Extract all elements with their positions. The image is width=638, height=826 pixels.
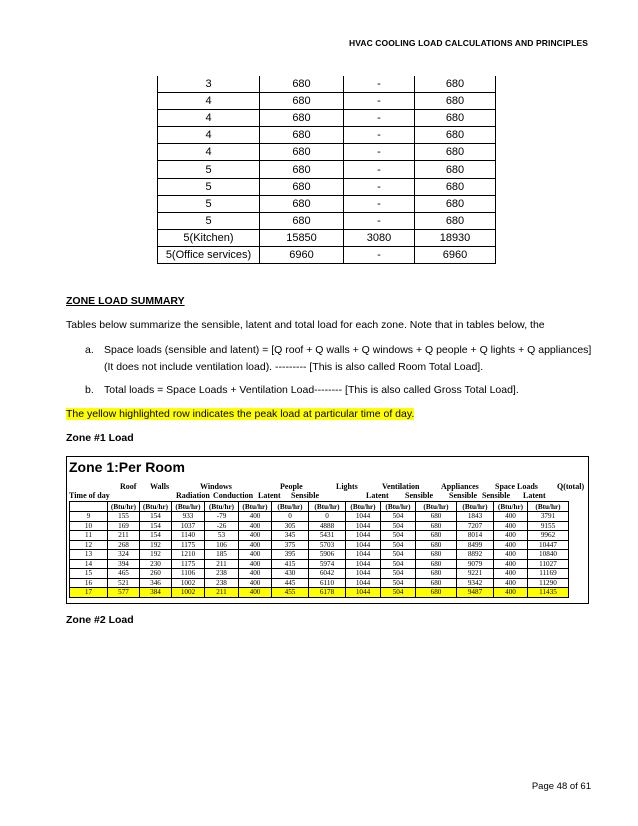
table-cell: 3791 (528, 512, 569, 522)
table-cell: 1044 (346, 531, 381, 541)
table-cell: 154 (140, 521, 172, 531)
table-cell: 211 (108, 531, 140, 541)
table-cell: 5 (158, 212, 260, 229)
table-cell: 933 (172, 512, 205, 522)
table-cell: 400 (494, 569, 528, 579)
table-cell: - (344, 144, 415, 161)
hdr-conduction: Conduction (213, 491, 254, 500)
table-cell: 680 (415, 127, 496, 144)
table-cell: 680 (260, 178, 344, 195)
table-cell: 16 (70, 578, 108, 588)
table-cell: 680 (260, 93, 344, 110)
table-cell: 6960 (260, 246, 344, 263)
table-cell: 680 (416, 559, 457, 569)
table-cell: 345 (272, 531, 309, 541)
table-cell: 577 (108, 588, 140, 598)
table-cell: 1044 (346, 550, 381, 560)
table-cell: 521 (108, 578, 140, 588)
table-cell: 680 (260, 110, 344, 127)
hdr-windows: Windows (200, 482, 232, 491)
section-title: ZONE LOAD SUMMARY (66, 295, 185, 307)
table-cell: 4 (158, 144, 260, 161)
table-cell: 504 (381, 512, 416, 522)
table-cell: 504 (381, 559, 416, 569)
hdr-people: People (280, 482, 303, 491)
hdr-radiation: Radiation (176, 491, 210, 500)
table-cell: 238 (205, 569, 239, 579)
table-cell: -79 (205, 512, 239, 522)
table-cell: 415 (272, 559, 309, 569)
table-cell: 400 (239, 512, 272, 522)
table-row (158, 161, 496, 178)
table-cell: 4888 (309, 521, 346, 531)
table-cell: 680 (415, 93, 496, 110)
table-cell: 11290 (528, 578, 569, 588)
table-cell: 1843 (457, 512, 494, 522)
table-cell: 395 (272, 550, 309, 560)
table-cell: 680 (416, 540, 457, 550)
table-cell: - (344, 161, 415, 178)
table-cell: 192 (140, 540, 172, 550)
unit-cell: (Btu/hr) (108, 502, 140, 512)
table-cell: 1175 (172, 559, 205, 569)
table-cell: 154 (140, 531, 172, 541)
table-cell: 5(Kitchen) (158, 229, 260, 246)
table-cell: 7207 (457, 521, 494, 531)
table-cell: 192 (140, 550, 172, 560)
table-cell: 400 (494, 521, 528, 531)
table-cell: 305 (272, 521, 309, 531)
hdr-ventilation: Ventilation (382, 482, 420, 491)
table-cell: 5974 (309, 559, 346, 569)
unit-cell: (Btu/hr) (172, 502, 205, 512)
table-cell: 15850 (260, 229, 344, 246)
table-cell: 9487 (457, 588, 494, 598)
table-cell: - (344, 127, 415, 144)
hdr-appliances: Appliances (441, 482, 479, 491)
table-cell: 11169 (528, 569, 569, 579)
table-cell: 430 (272, 569, 309, 579)
table-cell: 1106 (172, 569, 205, 579)
table-cell: 11027 (528, 559, 569, 569)
table-row (158, 195, 496, 212)
table-cell: 680 (260, 195, 344, 212)
table-cell: 680 (260, 161, 344, 178)
list-item-a-line1: Space loads (sensible and latent) = [Q roof + Q walls + Q windows + Q people + Q lights + Q appliances] (104, 344, 592, 356)
table-cell: 384 (140, 588, 172, 598)
table-cell: 680 (415, 144, 496, 161)
table-row (70, 559, 569, 569)
table-cell: 504 (381, 578, 416, 588)
unit-cell: (Btu/hr) (346, 502, 381, 512)
table-cell: 18930 (415, 229, 496, 246)
table-cell: 400 (239, 550, 272, 560)
table-cell: 1044 (346, 512, 381, 522)
table-cell: 169 (108, 521, 140, 531)
table-cell: 680 (415, 178, 496, 195)
table-row (70, 531, 569, 541)
table-cell: 5 (158, 161, 260, 178)
hdr-walls: Walls (150, 482, 170, 491)
intro-paragraph: Tables below summarize the sensible, latent and total load for each zone. Note that in tables below, the (66, 319, 545, 331)
hdr-space-latent: Latent (523, 491, 546, 500)
table-cell: 455 (272, 588, 309, 598)
table-cell: 4 (158, 110, 260, 127)
table-cell: 0 (272, 512, 309, 522)
hdr-time-of-day: Time of day (69, 491, 110, 500)
table-cell: 680 (416, 531, 457, 541)
table-cell: - (344, 195, 415, 212)
unit-cell: (Btu/hr) (140, 502, 172, 512)
table-cell: 680 (415, 76, 496, 93)
table-cell: 504 (381, 531, 416, 541)
table-cell: 11435 (528, 588, 569, 598)
table-cell: 3080 (344, 229, 415, 246)
zone1-table-title: Zone 1:Per Room (69, 459, 185, 475)
table-row (70, 550, 569, 560)
table-cell: 106 (205, 540, 239, 550)
hdr-roof: Roof (120, 482, 137, 491)
table-cell: 9342 (457, 578, 494, 588)
table-cell: 1044 (346, 521, 381, 531)
table-cell: 504 (381, 588, 416, 598)
hdr-space-sensible: Sensible (482, 491, 511, 500)
unit-cell: (Btu/hr) (205, 502, 239, 512)
unit-cell: (Btu/hr) (494, 502, 528, 512)
table-cell: 680 (415, 212, 496, 229)
table-cell: 375 (272, 540, 309, 550)
hdr-vent-latent: Latent (366, 491, 389, 500)
table-cell: 400 (494, 559, 528, 569)
table-cell: 6110 (309, 578, 346, 588)
hdr-people-sensible: Sensible (291, 491, 320, 500)
room-load-table (157, 76, 496, 264)
table-cell: 10 (70, 521, 108, 531)
table-cell: 346 (140, 578, 172, 588)
table-row (158, 127, 496, 144)
table-cell: - (344, 246, 415, 263)
table-cell: 680 (260, 76, 344, 93)
table-cell: - (344, 178, 415, 195)
table-cell: 0 (309, 512, 346, 522)
table-row (158, 246, 496, 263)
table-cell: 10447 (528, 540, 569, 550)
table-cell: - (344, 93, 415, 110)
table-cell: 1210 (172, 550, 205, 560)
highlight-note: The yellow highlighted row indicates the peak load at particular time of day. (66, 408, 415, 420)
table-cell: 680 (260, 212, 344, 229)
table-cell: 504 (381, 569, 416, 579)
hdr-space-loads: Space Loads (495, 482, 538, 491)
table-cell: 230 (140, 559, 172, 569)
table-row (158, 76, 496, 93)
table-cell: 9079 (457, 559, 494, 569)
table-row (158, 110, 496, 127)
hdr-people-latent: Latent (258, 491, 281, 500)
table-cell: 400 (239, 588, 272, 598)
unit-cell: (Btu/hr) (272, 502, 309, 512)
table-cell: 1044 (346, 540, 381, 550)
table-cell: 680 (260, 127, 344, 144)
table-cell: 324 (108, 550, 140, 560)
table-cell: 154 (140, 512, 172, 522)
list-item-b-line1: Total loads = Space Loads + Ventilation Load-------- [This is also called Gross Total Load]. (104, 384, 519, 396)
table-cell: 445 (272, 578, 309, 588)
table-cell: 8499 (457, 540, 494, 550)
running-header: HVAC COOLING LOAD CALCULATIONS AND PRINCIPLES (348, 38, 588, 48)
page-number: Page 48 of 61 (531, 781, 591, 792)
table-cell: 400 (239, 531, 272, 541)
table-cell: 5(Office services) (158, 246, 260, 263)
table-cell: 9 (70, 512, 108, 522)
table-cell: 11 (70, 531, 108, 541)
table-cell: 5 (158, 195, 260, 212)
table-cell: 238 (205, 578, 239, 588)
hdr-q-total: Q(total) (557, 482, 585, 491)
table-cell: 465 (108, 569, 140, 579)
table-cell: 6042 (309, 569, 346, 579)
table-row (158, 178, 496, 195)
table-cell: 8892 (457, 550, 494, 560)
table-row (158, 229, 496, 246)
peak-row (70, 588, 569, 598)
list-marker-b: b. (85, 384, 94, 396)
table-cell: 17 (70, 588, 108, 598)
table-cell: 10840 (528, 550, 569, 560)
table-cell: 155 (108, 512, 140, 522)
table-cell: 9962 (528, 531, 569, 541)
table-cell: 211 (205, 559, 239, 569)
zone1-load-table (66, 456, 589, 604)
table-cell: 9155 (528, 521, 569, 531)
table-cell: 394 (108, 559, 140, 569)
table-cell: 260 (140, 569, 172, 579)
unit-cell: (Btu/hr) (381, 502, 416, 512)
table-cell: -26 (205, 521, 239, 531)
table-row (70, 521, 569, 531)
table-cell: 1037 (172, 521, 205, 531)
table-cell: 6960 (415, 246, 496, 263)
list-marker-a: a. (85, 344, 94, 356)
unit-cell: (Btu/hr) (309, 502, 346, 512)
table-cell: 400 (239, 569, 272, 579)
table-cell: 400 (239, 578, 272, 588)
table-row (70, 569, 569, 579)
table-cell: 680 (416, 588, 457, 598)
hdr-appl-sensible: Sensible (449, 491, 478, 500)
table-cell: 504 (381, 550, 416, 560)
table-cell: 680 (416, 569, 457, 579)
table-cell: 13 (70, 550, 108, 560)
table-cell: 680 (415, 110, 496, 127)
table-cell: 1140 (172, 531, 205, 541)
table-cell: 3 (158, 76, 260, 93)
unit-cell: (Btu/hr) (528, 502, 569, 512)
table-cell: 400 (494, 588, 528, 598)
unit-cell (70, 502, 108, 512)
table-cell: 53 (205, 531, 239, 541)
unit-cell: (Btu/hr) (457, 502, 494, 512)
hdr-vent-sensible: Sensible (405, 491, 434, 500)
table-cell: 680 (416, 578, 457, 588)
table-cell: - (344, 212, 415, 229)
hdr-lights: Lights (336, 482, 358, 491)
table-cell: 400 (494, 512, 528, 522)
table-cell: 680 (260, 144, 344, 161)
table-row (70, 540, 569, 550)
unit-cell: (Btu/hr) (239, 502, 272, 512)
table-cell: 268 (108, 540, 140, 550)
table-cell: 15 (70, 569, 108, 579)
table-cell: 680 (415, 161, 496, 178)
table-cell: 680 (416, 550, 457, 560)
zone2-label: Zone #2 Load (66, 614, 134, 626)
table-cell: - (344, 76, 415, 93)
table-cell: 1044 (346, 578, 381, 588)
list-item-a-line2: (It does not include ventilation load). --------- [This is also called Room Total Load]. (104, 361, 484, 373)
table-cell: 680 (415, 195, 496, 212)
table-cell: 400 (239, 559, 272, 569)
table-cell: 400 (494, 540, 528, 550)
table-cell: 1175 (172, 540, 205, 550)
table-cell: 400 (494, 578, 528, 588)
zone1-label: Zone #1 Load (66, 432, 134, 444)
table-cell: 504 (381, 540, 416, 550)
unit-cell: (Btu/hr) (416, 502, 457, 512)
table-cell: 211 (205, 588, 239, 598)
table-cell: 400 (239, 540, 272, 550)
table-cell: 680 (416, 521, 457, 531)
table-row (158, 93, 496, 110)
table-cell: 12 (70, 540, 108, 550)
table-cell: 400 (494, 550, 528, 560)
units-row (70, 502, 569, 512)
table-cell: 6178 (309, 588, 346, 598)
table-cell: 504 (381, 521, 416, 531)
table-row (70, 578, 569, 588)
table-cell: 1002 (172, 578, 205, 588)
table-row (158, 144, 496, 161)
table-row (158, 212, 496, 229)
table-cell: - (344, 110, 415, 127)
table-cell: 1044 (346, 569, 381, 579)
table-cell: 5431 (309, 531, 346, 541)
table-cell: 8014 (457, 531, 494, 541)
table-cell: 1002 (172, 588, 205, 598)
table-cell: 14 (70, 559, 108, 569)
table-cell: 400 (494, 531, 528, 541)
table-cell: 4 (158, 93, 260, 110)
table-cell: 185 (205, 550, 239, 560)
table-cell: 4 (158, 127, 260, 144)
table-cell: 1044 (346, 559, 381, 569)
table-cell: 5906 (309, 550, 346, 560)
table-cell: 1044 (346, 588, 381, 598)
zone1-data-grid (69, 501, 569, 598)
table-cell: 680 (416, 512, 457, 522)
table-cell: 5 (158, 178, 260, 195)
table-row (70, 512, 569, 522)
table-cell: 9221 (457, 569, 494, 579)
table-cell: 5703 (309, 540, 346, 550)
table-cell: 400 (239, 521, 272, 531)
